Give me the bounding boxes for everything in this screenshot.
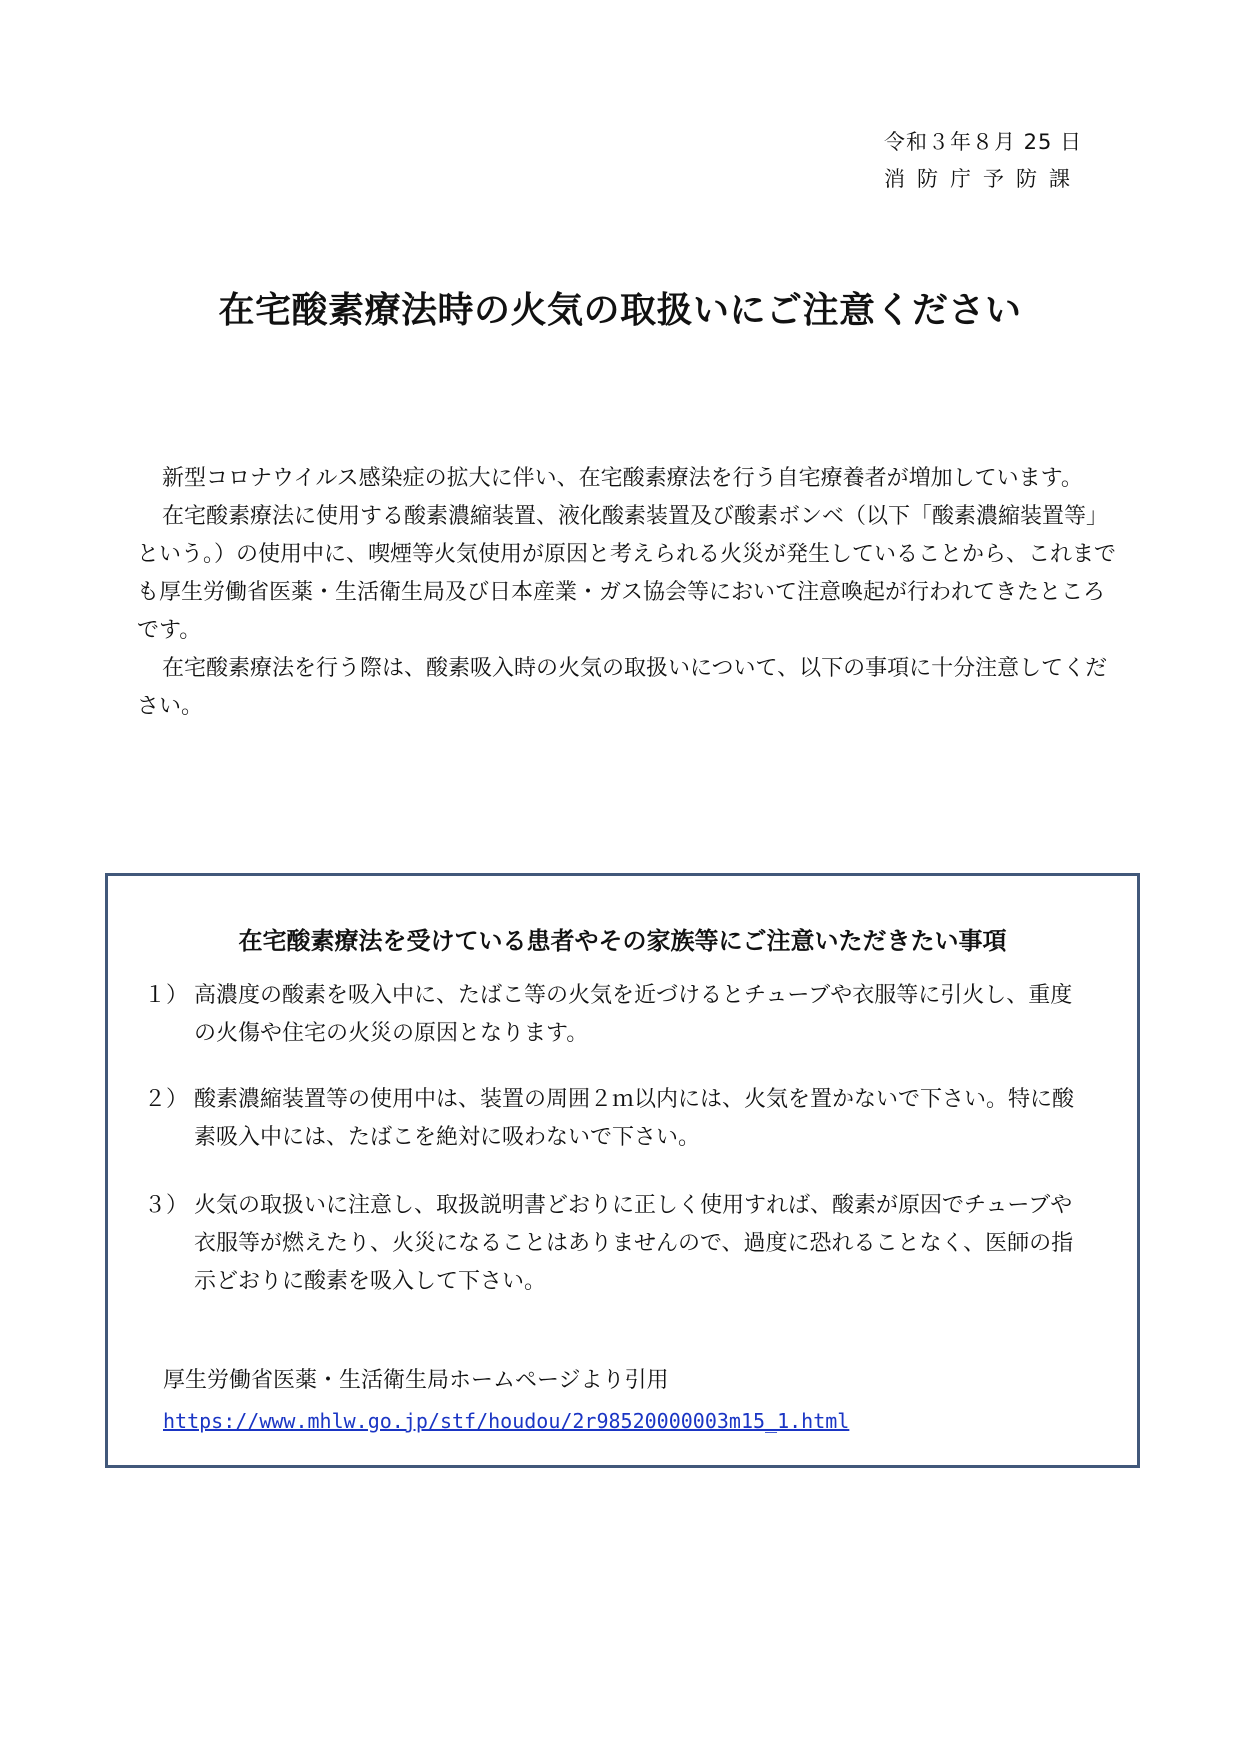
document-header xyxy=(884,124,1082,198)
notice-item xyxy=(144,1081,1094,1157)
document-title: 在宅酸素療法時の火気の取扱いにご注意ください xyxy=(218,290,1022,331)
notice-item-number: ３） xyxy=(144,1193,189,1218)
body-paragraph: 新型コロナウイルス感染症の拡大に伴い、在宅酸素療法を行う自宅療養者が増加しています。 xyxy=(162,466,1083,491)
notice-item-text: 火気の取扱いに注意し、取扱説明書どおりに正しく使用すれば、酸素が原因でチューブや衣服等が燃えたり、火災になることはありませんので、過度に恐れることなく、医師の指示どおりに酸素を吸入して下さい。 xyxy=(194,1193,1074,1294)
body-text xyxy=(137,460,1117,726)
source-label: 厚生労働省医薬・生活衛生局ホームページより引用 xyxy=(163,1368,669,1393)
notice-title: 在宅酸素療法を受けている患者やその家族等にご注意いただきたい事項 xyxy=(238,927,1007,955)
source-citation xyxy=(163,1361,849,1442)
issue-date: 令和３年８月 25 日 xyxy=(884,130,1083,154)
notice-item-number: ２） xyxy=(144,1087,189,1112)
issuing-department: 消防庁予防課 xyxy=(884,167,1082,191)
body-paragraph: 在宅酸素療法を行う際は、酸素吸入時の火気の取扱いについて、以下の事項に十分注意してください。 xyxy=(137,656,1108,719)
notice-item xyxy=(144,977,1094,1053)
source-link[interactable]: https://www.mhlw.go.jp/stf/houdou/2r98520000003m15_1.html xyxy=(163,1409,850,1433)
notice-item xyxy=(144,1187,1094,1301)
notice-item-text: 酸素濃縮装置等の使用中は、装置の周囲２ｍ以内には、火気を置かないで下さい。特に酸素吸入中には、たばこを絶対に吸わないで下さい。 xyxy=(194,1087,1075,1150)
notice-item-text: 高濃度の酸素を吸入中に、たばこ等の火気を近づけるとチューブや衣服等に引火し、重度の火傷や住宅の火災の原因となります。 xyxy=(194,983,1073,1046)
notice-box xyxy=(105,873,1140,1468)
body-paragraph: 在宅酸素療法に使用する酸素濃縮装置、液化酸素装置及び酸素ボンベ（以下「酸素濃縮装置等」という。）の使用中に、喫煙等火気使用が原因と考えられる火災が発生していることから、これまでも厚生労働省医薬・生活衛生局及び日本産業・ガス協会等において注意喚起が行われてきたところです。 xyxy=(137,504,1117,643)
notice-item-number: １） xyxy=(144,983,189,1008)
